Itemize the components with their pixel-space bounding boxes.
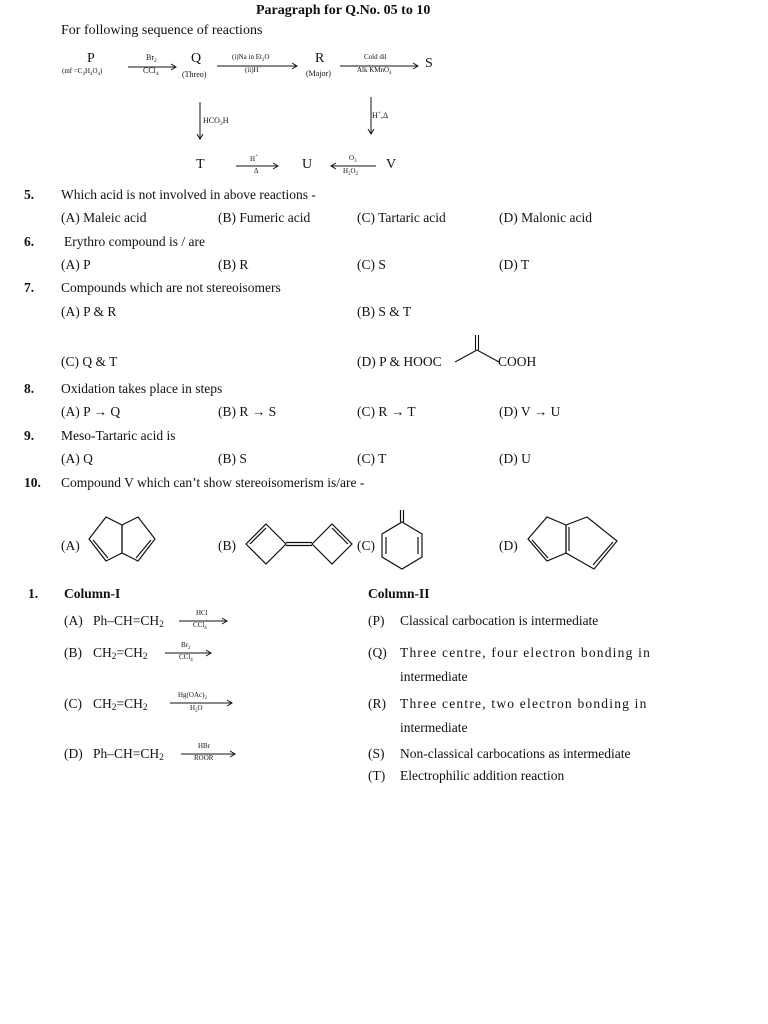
question-number: 6.: [24, 234, 35, 249]
col1-item-formula: $CH_2=CH_2$: [93, 645, 148, 662]
col2-item-text-cont: intermediate: [400, 669, 468, 684]
col1-item-label: (A): [64, 613, 83, 628]
bicyclobutenylidene-b-icon: [240, 518, 360, 568]
page-heading: Paragraph for Q.No. 05 to 10: [256, 3, 431, 18]
col1-reagent-top: $Hg(OAc)_2$: [178, 691, 207, 701]
question-number: 8.: [24, 381, 35, 396]
arrow3-top-label: Cold dil: [364, 53, 387, 61]
bicyclic-diene-a-icon: [82, 510, 182, 570]
col2-item-label: (S): [368, 746, 385, 761]
down-arrow-2-label: H+,Δ: [372, 110, 389, 120]
col1-item-label: (D): [64, 746, 83, 761]
column-2-header: Column-II: [368, 586, 430, 601]
option-b[interactable]: (B) R → S: [218, 404, 277, 419]
col1-item-label: (B): [64, 645, 82, 660]
col1-reagent-bottom: $H_2O$: [190, 704, 203, 714]
down-arrow-1-label: $HCO_3H$: [203, 116, 229, 127]
col2-item-text: Electrophilic addition reaction: [400, 768, 565, 783]
question-text: Compounds which are not stereoisomers: [61, 280, 281, 295]
col2-item-text: Classical carbocation is intermediate: [400, 613, 599, 628]
option-a[interactable]: (A) P → Q: [61, 404, 121, 419]
col1-reagent-bottom: CCl$_4$: [193, 621, 207, 631]
option-a[interactable]: (A) Q: [61, 451, 93, 466]
compound-S: S: [425, 56, 433, 71]
compound-R: R: [315, 51, 325, 66]
question-text: Compound V which can’t show stereoisomerism is/are -: [61, 475, 365, 490]
col2-item-label: (T): [368, 768, 386, 783]
col2-item-label: (P): [368, 613, 385, 628]
option-b[interactable]: (B) R: [218, 257, 249, 272]
col2-item-label: (R): [368, 696, 386, 711]
col1-item-formula: $Ph-CH=CH_2$: [93, 613, 164, 630]
col1-reagent-top: HCl: [196, 609, 208, 617]
arrow4-top-label: H+: [250, 154, 258, 163]
col2-item-text-cont: intermediate: [400, 720, 468, 735]
arrow3-bottom-label: Alk KMnO$_4$: [357, 66, 392, 76]
arrow1-bottom-label: CCl$_4$: [143, 66, 159, 77]
compound-Q: Q: [191, 51, 202, 66]
arrow5-top-label: $O_3$: [349, 154, 357, 164]
col1-reagent-bottom: CCl$_4$: [179, 653, 193, 663]
compound-Q-note: (Threo): [182, 70, 207, 79]
option-d[interactable]: (D) V → U: [499, 404, 561, 419]
arrow5-bottom-label: $H_2O_2$: [343, 167, 359, 177]
option-d[interactable]: (D): [499, 538, 518, 553]
option-a[interactable]: (A): [61, 538, 80, 553]
option-c[interactable]: (C) Tartaric acid: [357, 210, 446, 225]
reaction-arrow-4: [236, 162, 282, 170]
col1-reagent-bottom: ROOR: [194, 754, 214, 762]
option-b[interactable]: (B): [218, 538, 236, 553]
question-number: 9.: [24, 428, 35, 443]
option-c[interactable]: (C): [357, 538, 375, 553]
option-c[interactable]: (C) T: [357, 451, 387, 466]
col1-reagent-top: HBr: [198, 742, 211, 750]
option-a[interactable]: (A) P: [61, 257, 91, 272]
arrow1-top-label: $Br_2$: [146, 53, 157, 64]
option-d[interactable]: (D) T: [499, 257, 530, 272]
option-c[interactable]: (C) S: [357, 257, 386, 272]
col1-reagent-top: $Br_2$: [181, 641, 191, 651]
question-text: Meso-Tartaric acid is: [61, 428, 176, 443]
reaction-arrow: [170, 699, 236, 707]
question-number: 1.: [28, 586, 39, 601]
question-number: 10.: [24, 475, 41, 490]
arrow2-top-label: (i)Na in $Et_2O$: [232, 53, 270, 63]
arrow2-bottom-label: (ii)H+: [245, 65, 262, 74]
option-d-cooh: COOH: [498, 354, 537, 369]
col1-item-label: (C): [64, 696, 82, 711]
col2-item-text: Three centre, four electron bonding in: [400, 645, 652, 660]
option-d[interactable]: (D) Malonic acid: [499, 210, 592, 225]
option-b[interactable]: (B) S: [218, 451, 247, 466]
question-number: 7.: [24, 280, 35, 295]
option-d[interactable]: (D) U: [499, 451, 531, 466]
option-a[interactable]: (A) Maleic acid: [61, 210, 147, 225]
option-c[interactable]: (C) R → T: [357, 404, 416, 419]
question-text: Erythro compound is / are: [64, 234, 205, 249]
option-a[interactable]: (A) P & R: [61, 304, 117, 319]
question-text: Oxidation takes place in steps: [61, 381, 223, 396]
col2-item-text: Three centre, two electron bonding in: [400, 696, 648, 711]
bicyclic-diene-d-icon: [522, 510, 622, 570]
compound-R-note: (Major): [306, 69, 331, 78]
col1-item-formula: $CH_2=CH_2$: [93, 696, 148, 713]
question-number: 5.: [24, 187, 35, 202]
compound-P: P: [87, 51, 95, 66]
methylene-cyclohexadiene-c-icon: [376, 508, 432, 572]
compound-V: V: [386, 157, 397, 172]
arrow4-bottom-label: Δ: [254, 167, 259, 175]
compound-U: U: [302, 157, 313, 172]
col2-item-label: (Q): [368, 645, 387, 660]
option-b[interactable]: (B) Fumeric acid: [218, 210, 311, 225]
itaconic-skeleton-icon: [452, 333, 502, 365]
option-d[interactable]: (D) P & HOOC: [357, 354, 442, 369]
intro-text: For following sequence of reactions: [61, 23, 263, 38]
question-text: Which acid is not involved in above reactions -: [61, 187, 316, 202]
option-b[interactable]: (B) S & T: [357, 304, 412, 319]
col2-item-text: Non-classical carbocations as intermediate: [400, 746, 631, 761]
column-1-header: Column-I: [64, 586, 121, 601]
col1-item-formula: $Ph-CH=CH_2$: [93, 746, 164, 763]
option-c[interactable]: (C) Q & T: [61, 354, 118, 369]
compound-T: T: [196, 157, 205, 172]
compound-P-formula: $(mf =C_4H_4O_4)$: [62, 67, 103, 77]
